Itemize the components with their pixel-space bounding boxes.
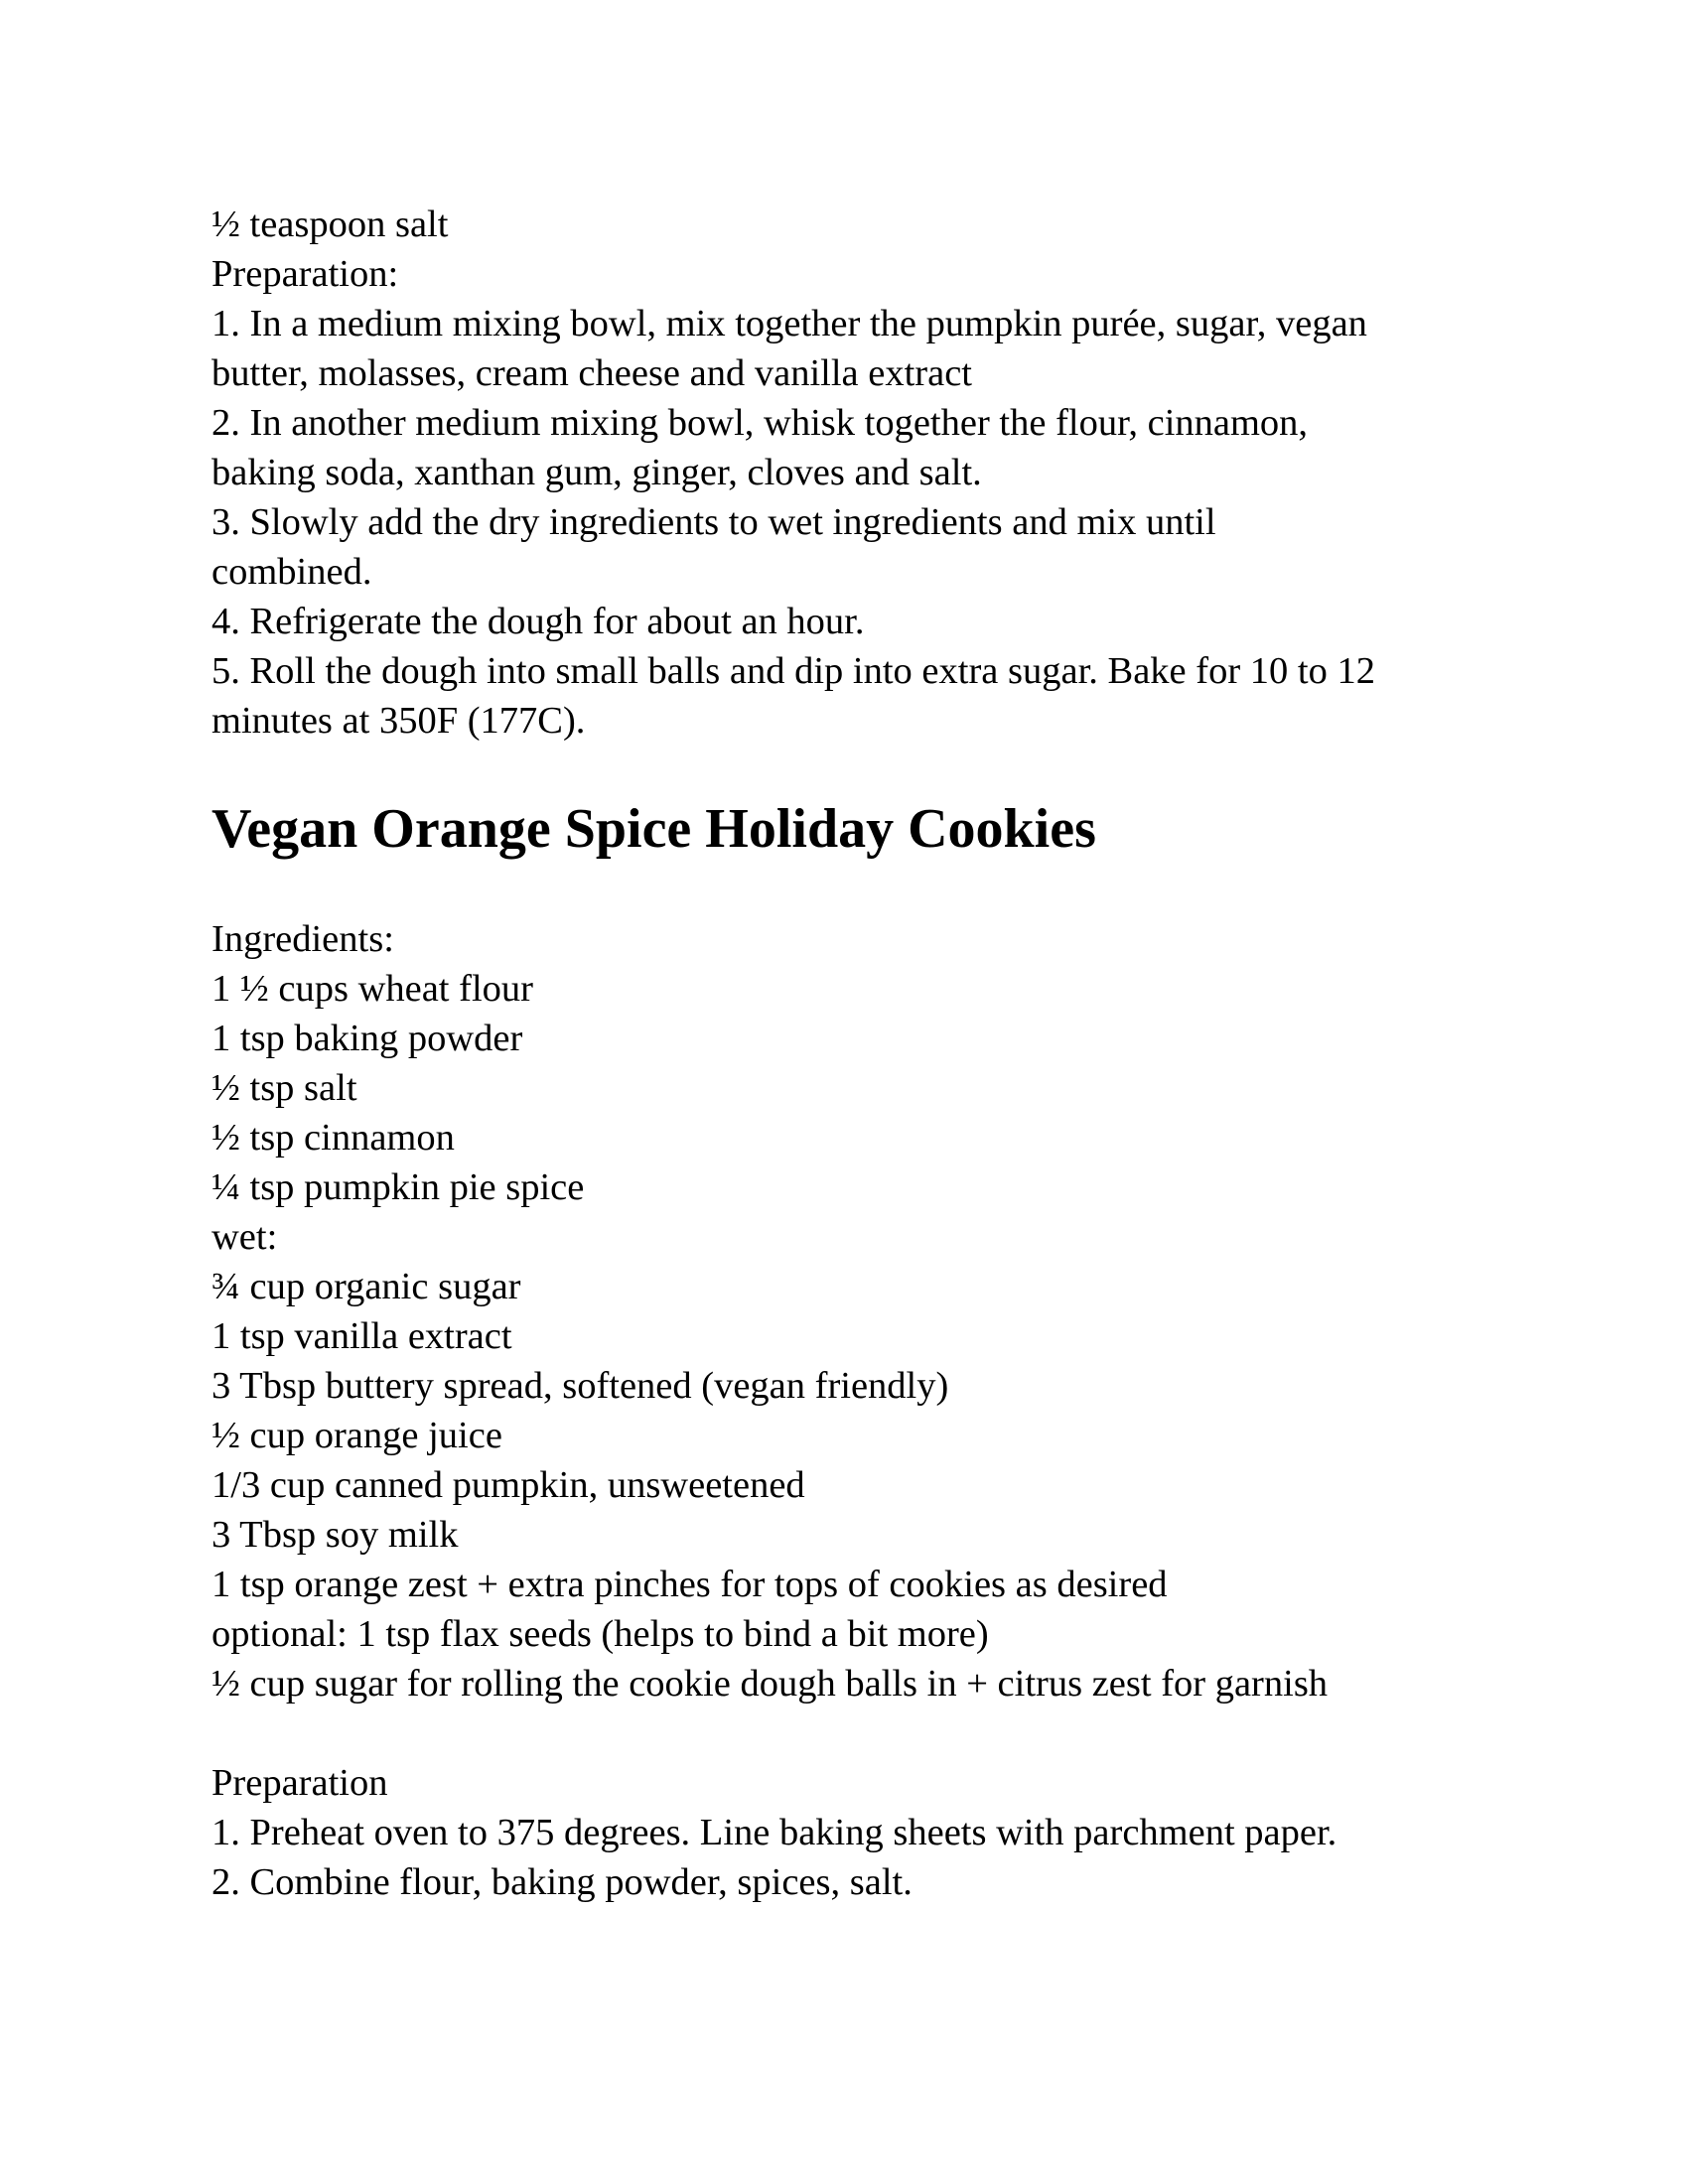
preparation-step-line: 4. Refrigerate the dough for about an hour.	[211, 601, 865, 642]
ingredient-line: ½ cup orange juice	[211, 1415, 502, 1456]
ingredient-line: 1 ½ cups wheat flour	[211, 968, 533, 1010]
ingredients-heading: Ingredients:	[211, 918, 394, 960]
ingredient-line: ½ tsp salt	[211, 1067, 357, 1109]
ingredient-line: 3 Tbsp soy milk	[211, 1514, 459, 1556]
previous-recipe-continuation	[211, 200, 1502, 746]
recipe-title: Vegan Orange Spice Holiday Cookies	[211, 798, 1096, 860]
preparation-step-line: 1. Preheat oven to 375 degrees. Line baking sheets with parchment paper.	[211, 1812, 1337, 1853]
preparation-step-line: 5. Roll the dough into small balls and dip into extra sugar. Bake for 10 to 12	[211, 650, 1375, 692]
ingredient-line: ¾ cup organic sugar	[211, 1266, 521, 1307]
ingredient-line: 1/3 cup canned pumpkin, unsweetened	[211, 1464, 805, 1506]
ingredient-line: ½ cup sugar for rolling the cookie dough balls in + citrus zest for garnish	[211, 1663, 1329, 1705]
preparation-step-line: butter, molasses, cream cheese and vanilla extract	[211, 352, 972, 394]
preparation-step-line: minutes at 350F (177C).	[211, 700, 586, 742]
ingredient-line: optional: 1 tsp flax seeds (helps to bind a bit more)	[211, 1613, 989, 1655]
preparation-heading: Preparation	[211, 1762, 388, 1804]
ingredient-line: 3 Tbsp buttery spread, softened (vegan friendly)	[211, 1365, 949, 1407]
wet-heading: wet:	[211, 1216, 278, 1258]
ingredient-line: 1 tsp baking powder	[211, 1018, 523, 1059]
preparation-step-line: 3. Slowly add the dry ingredients to wet ingredients and mix until	[211, 501, 1216, 543]
ingredient-line: ½ teaspoon salt	[211, 204, 449, 245]
preparation-step-line: 2. In another medium mixing bowl, whisk together the flour, cinnamon,	[211, 402, 1309, 444]
ingredient-line: ½ tsp cinnamon	[211, 1117, 455, 1159]
ingredient-line: 1 tsp vanilla extract	[211, 1315, 512, 1357]
preparation-heading: Preparation:	[211, 253, 399, 295]
preparation-section	[211, 1758, 1502, 1907]
ingredient-line: 1 tsp orange zest + extra pinches for tops of cookies as desired	[211, 1564, 1168, 1605]
ingredients-section	[211, 914, 1502, 1708]
preparation-step-line: combined.	[211, 551, 372, 593]
preparation-step-line: baking soda, xanthan gum, ginger, cloves and salt.	[211, 452, 982, 493]
ingredient-line: ¼ tsp pumpkin pie spice	[211, 1166, 585, 1208]
preparation-step-line: 1. In a medium mixing bowl, mix together the pumpkin purée, sugar, vegan	[211, 303, 1367, 344]
preparation-step-line: 2. Combine flour, baking powder, spices, salt.	[211, 1861, 913, 1903]
